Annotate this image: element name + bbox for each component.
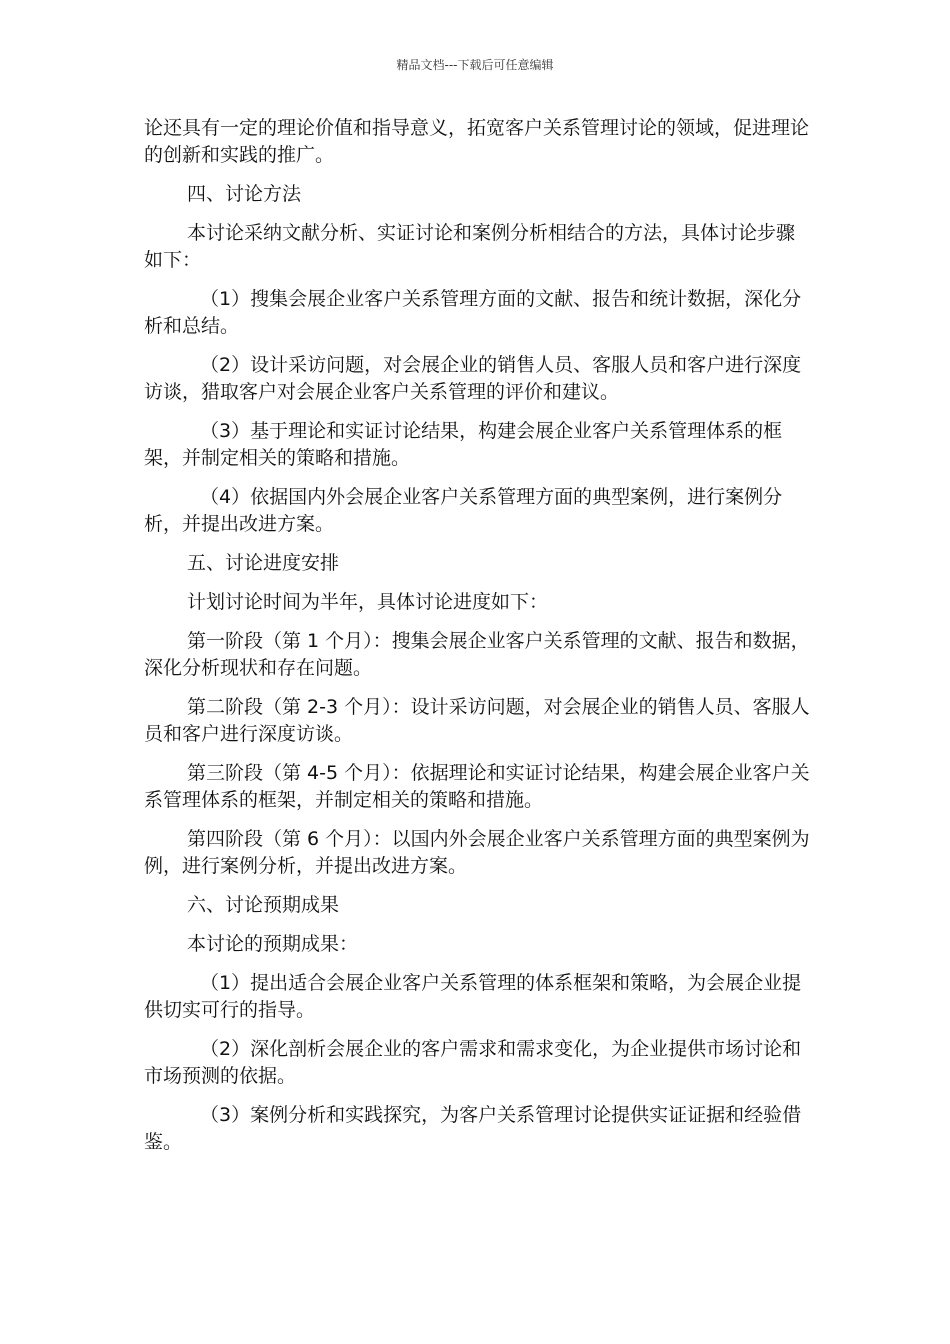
section-heading-methods: 四、讨论方法 [187, 183, 302, 205]
paragraph-schedule-intro: 计划讨论时间为半年，具体讨论进度如下： [187, 591, 549, 613]
list-item-method-2: （2）设计采访问题，对会展企业的销售人员、客服人员和客户进行深度访谈，猎取客户对会展企业客户关系管理的评价和建议。 [144, 354, 802, 403]
paragraph-continuation: 论还具有一定的理论价值和指导意义，拓宽客户关系管理讨论的领域，促进理论的创新和实践的推广。 [144, 117, 810, 166]
list-item-outcome-2: （2）深化剖析会展企业的客户需求和需求变化，为企业提供市场讨论和市场预测的依据。 [144, 1038, 802, 1087]
list-item-outcome-3: （3）案例分析和实践探究，为客户关系管理讨论提供实证证据和经验借鉴。 [144, 1104, 802, 1153]
section-heading-schedule: 五、讨论进度安排 [187, 552, 340, 574]
paragraph-methods-intro: 本讨论采纳文献分析、实证讨论和案例分析相结合的方法，具体讨论步骤如下： [144, 222, 796, 271]
paragraph-outcomes-intro: 本讨论的预期成果： [187, 933, 359, 955]
list-item-phase-4: 第四阶段（第 6 个月）：以国内外会展企业客户关系管理方面的典型案例为例，进行案例分析，并提出改进方案。 [144, 828, 810, 877]
section-heading-outcomes: 六、讨论预期成果 [187, 894, 340, 916]
list-item-method-4: （4）依据国内外会展企业客户关系管理方面的典型案例，进行案例分析，并提出改进方案。 [144, 486, 783, 535]
list-item-method-3: （3）基于理论和实证讨论结果，构建会展企业客户关系管理体系的框架，并制定相关的策略和措施。 [144, 420, 783, 469]
list-item-method-1: （1）搜集会展企业客户关系管理方面的文献、报告和统计数据，深化分析和总结。 [144, 288, 802, 337]
page-header: 精品文档---下载后可任意编辑 [396, 58, 554, 72]
list-item-phase-1: 第一阶段（第 1 个月）：搜集会展企业客户关系管理的文献、报告和数据，深化分析现状和存在问题。 [144, 630, 810, 679]
list-item-phase-3: 第三阶段（第 4-5 个月）：依据理论和实证讨论结果，构建会展企业客户关系管理体系的框架，并制定相关的策略和措施。 [144, 762, 810, 811]
document-body [144, 115, 810, 1168]
list-item-outcome-1: （1）提出适合会展企业客户关系管理的体系框架和策略，为会展企业提供切实可行的指导。 [144, 972, 802, 1021]
list-item-phase-2: 第二阶段（第 2-3 个月）：设计采访问题，对会展企业的销售人员、客服人员和客户进行深度访谈。 [144, 696, 810, 745]
